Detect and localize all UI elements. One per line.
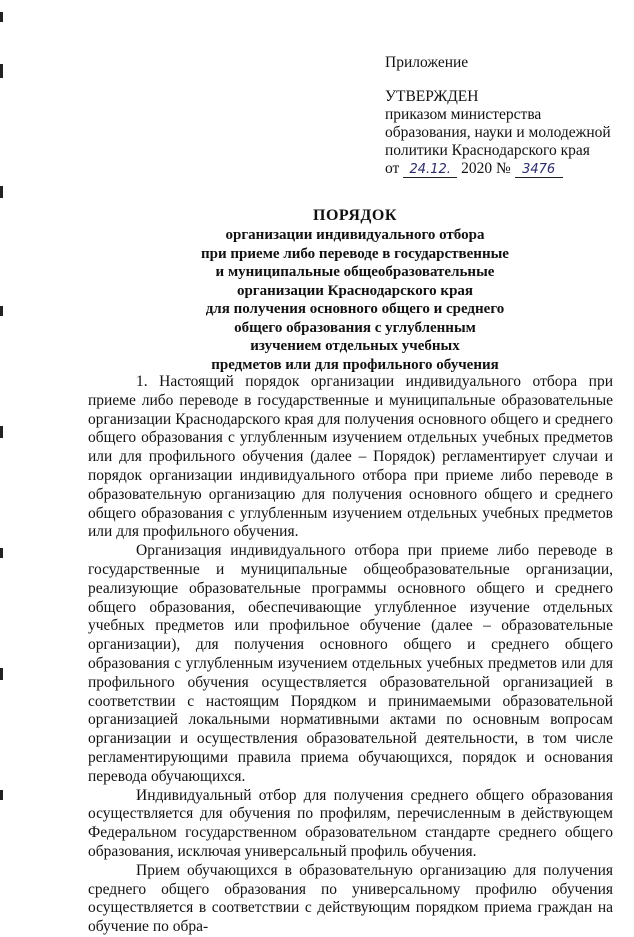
title-line: предметов или для профильного обучения — [211, 356, 499, 373]
title-line: организации Краснодарского края — [236, 282, 474, 299]
spacer — [385, 72, 611, 88]
scan-edge-mark — [0, 426, 3, 438]
handwritten-date: 24.12. — [403, 163, 457, 178]
approved-label: УТВЕРЖДЕН — [385, 88, 479, 105]
appendix-label: Приложение — [385, 54, 469, 71]
approval-line: образования, науки и молодежной — [385, 124, 611, 141]
scan-edge-mark — [0, 548, 3, 558]
approval-block — [385, 54, 611, 178]
paragraph: Организация индивидуального отбора при приеме либо переводе в государственные и муниципальные общеобразовательные организации, реализующие образовательные программы основного общего и среднего общего образования, обеспечивающие углубленное изучение отдельных учебных предметов или профильное обучение (далее – образовательные организации), для получения основного общего и среднего общего образования с углубленным изучением отдельных учебных предметов или для профильного обучения осуществляется образовательной организацией в соответствии с настоящим Порядком и принимаемыми образовательной организацией локальными нормативными актами по основным вопросам организации и осуществления образовательной деятельности, в том числе регламентирующими правила приема обучающихся, порядок и основания перевода обучающихся. — [88, 542, 613, 785]
scan-edge-mark — [0, 186, 3, 198]
approval-line: приказом министерства — [385, 106, 542, 123]
paragraph: Прием обучающихся в образовательную организацию для получения среднего общего образования по универсальному профилю обучения осуществляется в соответствии с действующим порядком приема граждан на обучение по обра- — [88, 861, 613, 936]
approval-date-line — [385, 160, 611, 178]
title-line: при приеме либо переводе в государственные — [201, 245, 509, 262]
paragraph: 1. Настоящий порядок организации индивидуального отбора при приеме либо переводе в государственные и муниципальные образовательные организации Краснодарского края для получения основного общего и среднего общего образования с углубленным изучением отдельных учебных предметов или для профильного обучения (далее – Порядок) регламентирует случаи и порядок организации индивидуального отбора при приеме либо переводе в образовательную организацию для получения основного общего и среднего общего образования с углубленным изучением отдельных учебных предметов или для профильного обучения. — [88, 373, 613, 541]
title-line: организации индивидуального отбора — [225, 227, 485, 243]
scan-edge-mark — [0, 12, 3, 22]
title-main: ПОРЯДОК — [313, 207, 397, 224]
title-line: общего образования с углубленным — [234, 319, 476, 336]
paragraph: Индивидуальный отбор для получения среднего общего образования осуществляется для обучения по профилям, перечисленным в действующем Федеральном государственном образовательном стандарте среднего общего образования, исключая универсальный профиль обучения. — [88, 786, 613, 860]
title-line: для получения основного общего и среднего — [205, 301, 505, 317]
scan-edge-mark — [0, 306, 3, 316]
date-prefix: от — [385, 160, 400, 177]
scan-edge-mark — [0, 790, 3, 800]
scan-edge-mark — [0, 64, 3, 78]
scan-edge-mark — [0, 668, 3, 680]
document-title — [150, 205, 560, 374]
year-label: 2020 № — [461, 160, 511, 177]
approval-line: политики Краснодарского края — [385, 142, 590, 159]
title-line: и муниципальные общеобразовательные — [215, 264, 495, 280]
handwritten-number: 3476 — [515, 163, 563, 178]
title-line: изучением отдельных учебных — [250, 338, 460, 354]
document-body — [88, 373, 613, 937]
